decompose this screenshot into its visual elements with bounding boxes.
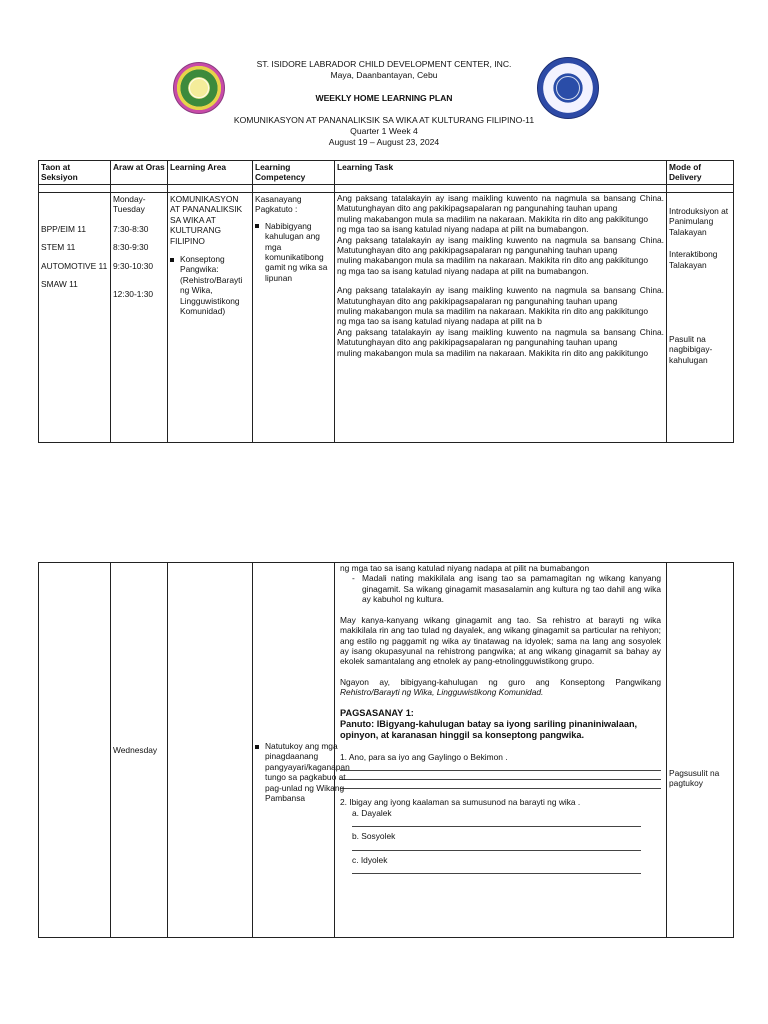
sections-cell: BPP/EIM 11 STEM 11 AUTOMOTIVE 11 SMAW 11 (39, 192, 111, 442)
area-cell-empty (168, 563, 253, 938)
quarter-week: Quarter 1 Week 4 (350, 126, 418, 136)
col-header-mode: Mode of Delivery (667, 161, 734, 185)
subject-title: KOMUNIKASYON AT PANANALIKSIK SA WIKA AT KULTURANG FILIPINO-11 (233, 115, 535, 125)
answer-line[interactable] (340, 762, 661, 771)
col-header-section: Taon at Seksiyon (39, 161, 111, 185)
answer-line[interactable] (340, 780, 661, 789)
learning-area-title: KOMUNIKASYON AT PANANALIKSIK SA WIKA AT KULTURANG FILIPINO (170, 193, 243, 246)
answer-line[interactable] (340, 771, 661, 780)
answer-line[interactable] (352, 842, 641, 851)
section-cell-empty (39, 563, 111, 938)
school-name: ST. ISIDORE LABRADOR CHILD DEVELOPMENT CENTER, INC. (256, 59, 512, 69)
table-header-row (39, 161, 734, 185)
exercise-title: PAGSASANAY 1: (340, 707, 414, 718)
competency-cell: Natutukoy ang mga pinagdaanang pangyayari/kaganapan tungo sa pagkabuo at pag-unlad ng Wikang Pambansa (253, 563, 335, 938)
answer-line[interactable] (352, 865, 641, 874)
learning-task-cell: ng mga tao sa isang katulad niyang nadapa at pilit na bumabangon - Madali nating makikilala ang isang tao sa pamamagitan ng wikang kanyang ginagamit. Sa wikang ginagamit masasalamin ang kultura ng tao dahil ang wika ay kabuhol ng kultura. May kanya-kanyang wikang ginagamit ang tao. Sa rehistro at barayti ng wika makikilala rin ang tao tulad ng dayalek, ang wikang ginagamit sa particular na rehiyon; ang estilo ng paggamit ng wika ay tinatawag na idyolek; sama na lang ang sosyolek ay isang okupasyunal na rehistrong pangwika; at ang wikang ginagamit sa bahay ay ekolek samantalang ang etnolek ay pang-etnolingguwistikong grupo. Ngayon ay, bibigyang-kahulugan ng guro ang Konseptong Pangwikang Rehistro/Barayti ng Wika, Lingguwistikong Komunidad. PAGSASANAY 1: Panuto: IBigyang-kahulugan batay sa iyong sariling pinaniniwalaan, opinyon, at karanasan hinggil sa konseptong pangwika. 1. Ano, para sa iyo ang Gaylingo o Bekimon . 2. Ibigay ang iyong kaalaman sa sumusunod na barayti ng wika . a. Dayalek b. Sosyolek c. Idyolek (335, 563, 667, 938)
question-1: 1. Ano, para sa iyo ang Gaylingo o Bekimon . (340, 751, 508, 762)
learning-task-cell: Ang paksang tatalakayin ay isang maikling kuwento na nagmula sa bansang China. Matutunghayan dito ang pakikipagsapalaran ng pangunahing tauhan upang muling makabangon mula sa madilim na nakaraan. Makikita rin dito ang pakikitungo ng mga tao sa isang katulad niyang nadapa at pilit na bumabangon. Ang paksang tatalakayin ay isang maikling kuwento na nagmula sa bansang China. Matutunghayan dito ang pakikipagsapalaran ng pangunahing tauhan upang muling makabangon mula sa madilim na nakaraan. Makikita rin dito ang pakikitungo ng mga tao sa isang katulad niyang nadapa at pilit na bumabangon. Ang paksang tatalakayin ay isang maikling kuwento na nagmula sa bansang China. Matutunghayan dito ang pakikipagsapalaran ng pangunahing tauhan upang muling makabangon mula sa madilim na nakaraan. Makikita rin dito ang pakikitungo ng mga tao sa isang katulad niyang nadapa at pilit na b Ang paksang tatalakayin ay isang maikling kuwento na nagmula sa bansang China. Matutunghayan dito ang pakikipagsapalaran ng pangunahing tauhan upang muling makabangon mula sa madilim na nakaraan. Makikita rin dito ang pakikitungo (335, 192, 667, 442)
day-cell: Wednesday (111, 563, 168, 938)
answer-line[interactable] (352, 818, 641, 827)
mode-cell: Pagsusulit na pagtukoy (667, 563, 734, 938)
col-header-competency: Learning Competency (253, 161, 335, 185)
col-header-day-time: Araw at Oras (111, 161, 168, 185)
col-header-learning-task: Learning Task (335, 161, 667, 185)
date-range: August 19 – August 23, 2024 (328, 137, 440, 147)
learning-plan-table-2 (38, 562, 734, 938)
question-2: 2. Ibigay ang iyong kaalaman sa sumusunod na barayti ng wika . (340, 797, 581, 808)
competency-cell: Kasanayang Pagkatuto : Nabibigyang kahulugan ang mga komunikatibong gamit ng wika sa lipunan (253, 192, 335, 442)
learning-plan-table-1 (38, 160, 734, 443)
learning-area-bullet: Konseptong Pangwika: (Rehistro/Barayti ng Wika, Lingguwistikong Komunidad) (180, 253, 243, 317)
table-row (39, 563, 734, 938)
exercise-instructions: Panuto: IBigyang-kahulugan batay sa iyong sariling pinaniniwalaan, opinyon, at karanasan hinggil sa konseptong pangwika. (340, 719, 638, 741)
learning-area-cell (168, 192, 253, 442)
school-address: Maya, Daanbantayan, Cebu (330, 70, 438, 80)
day-time-cell: Monday-Tuesday 7:30-8:30 8:30-9:30 9:30-10:30 12:30-1:30 (111, 192, 168, 442)
mode-cell: Introduksiyon at Panimulang Talakayan Interaktibong Talakayan Pasulit na nagbibigay-kahulugan (667, 192, 734, 442)
plan-title: WEEKLY HOME LEARNING PLAN (315, 93, 453, 103)
col-header-learning-area: Learning Area (168, 161, 253, 185)
table-row (39, 192, 734, 442)
